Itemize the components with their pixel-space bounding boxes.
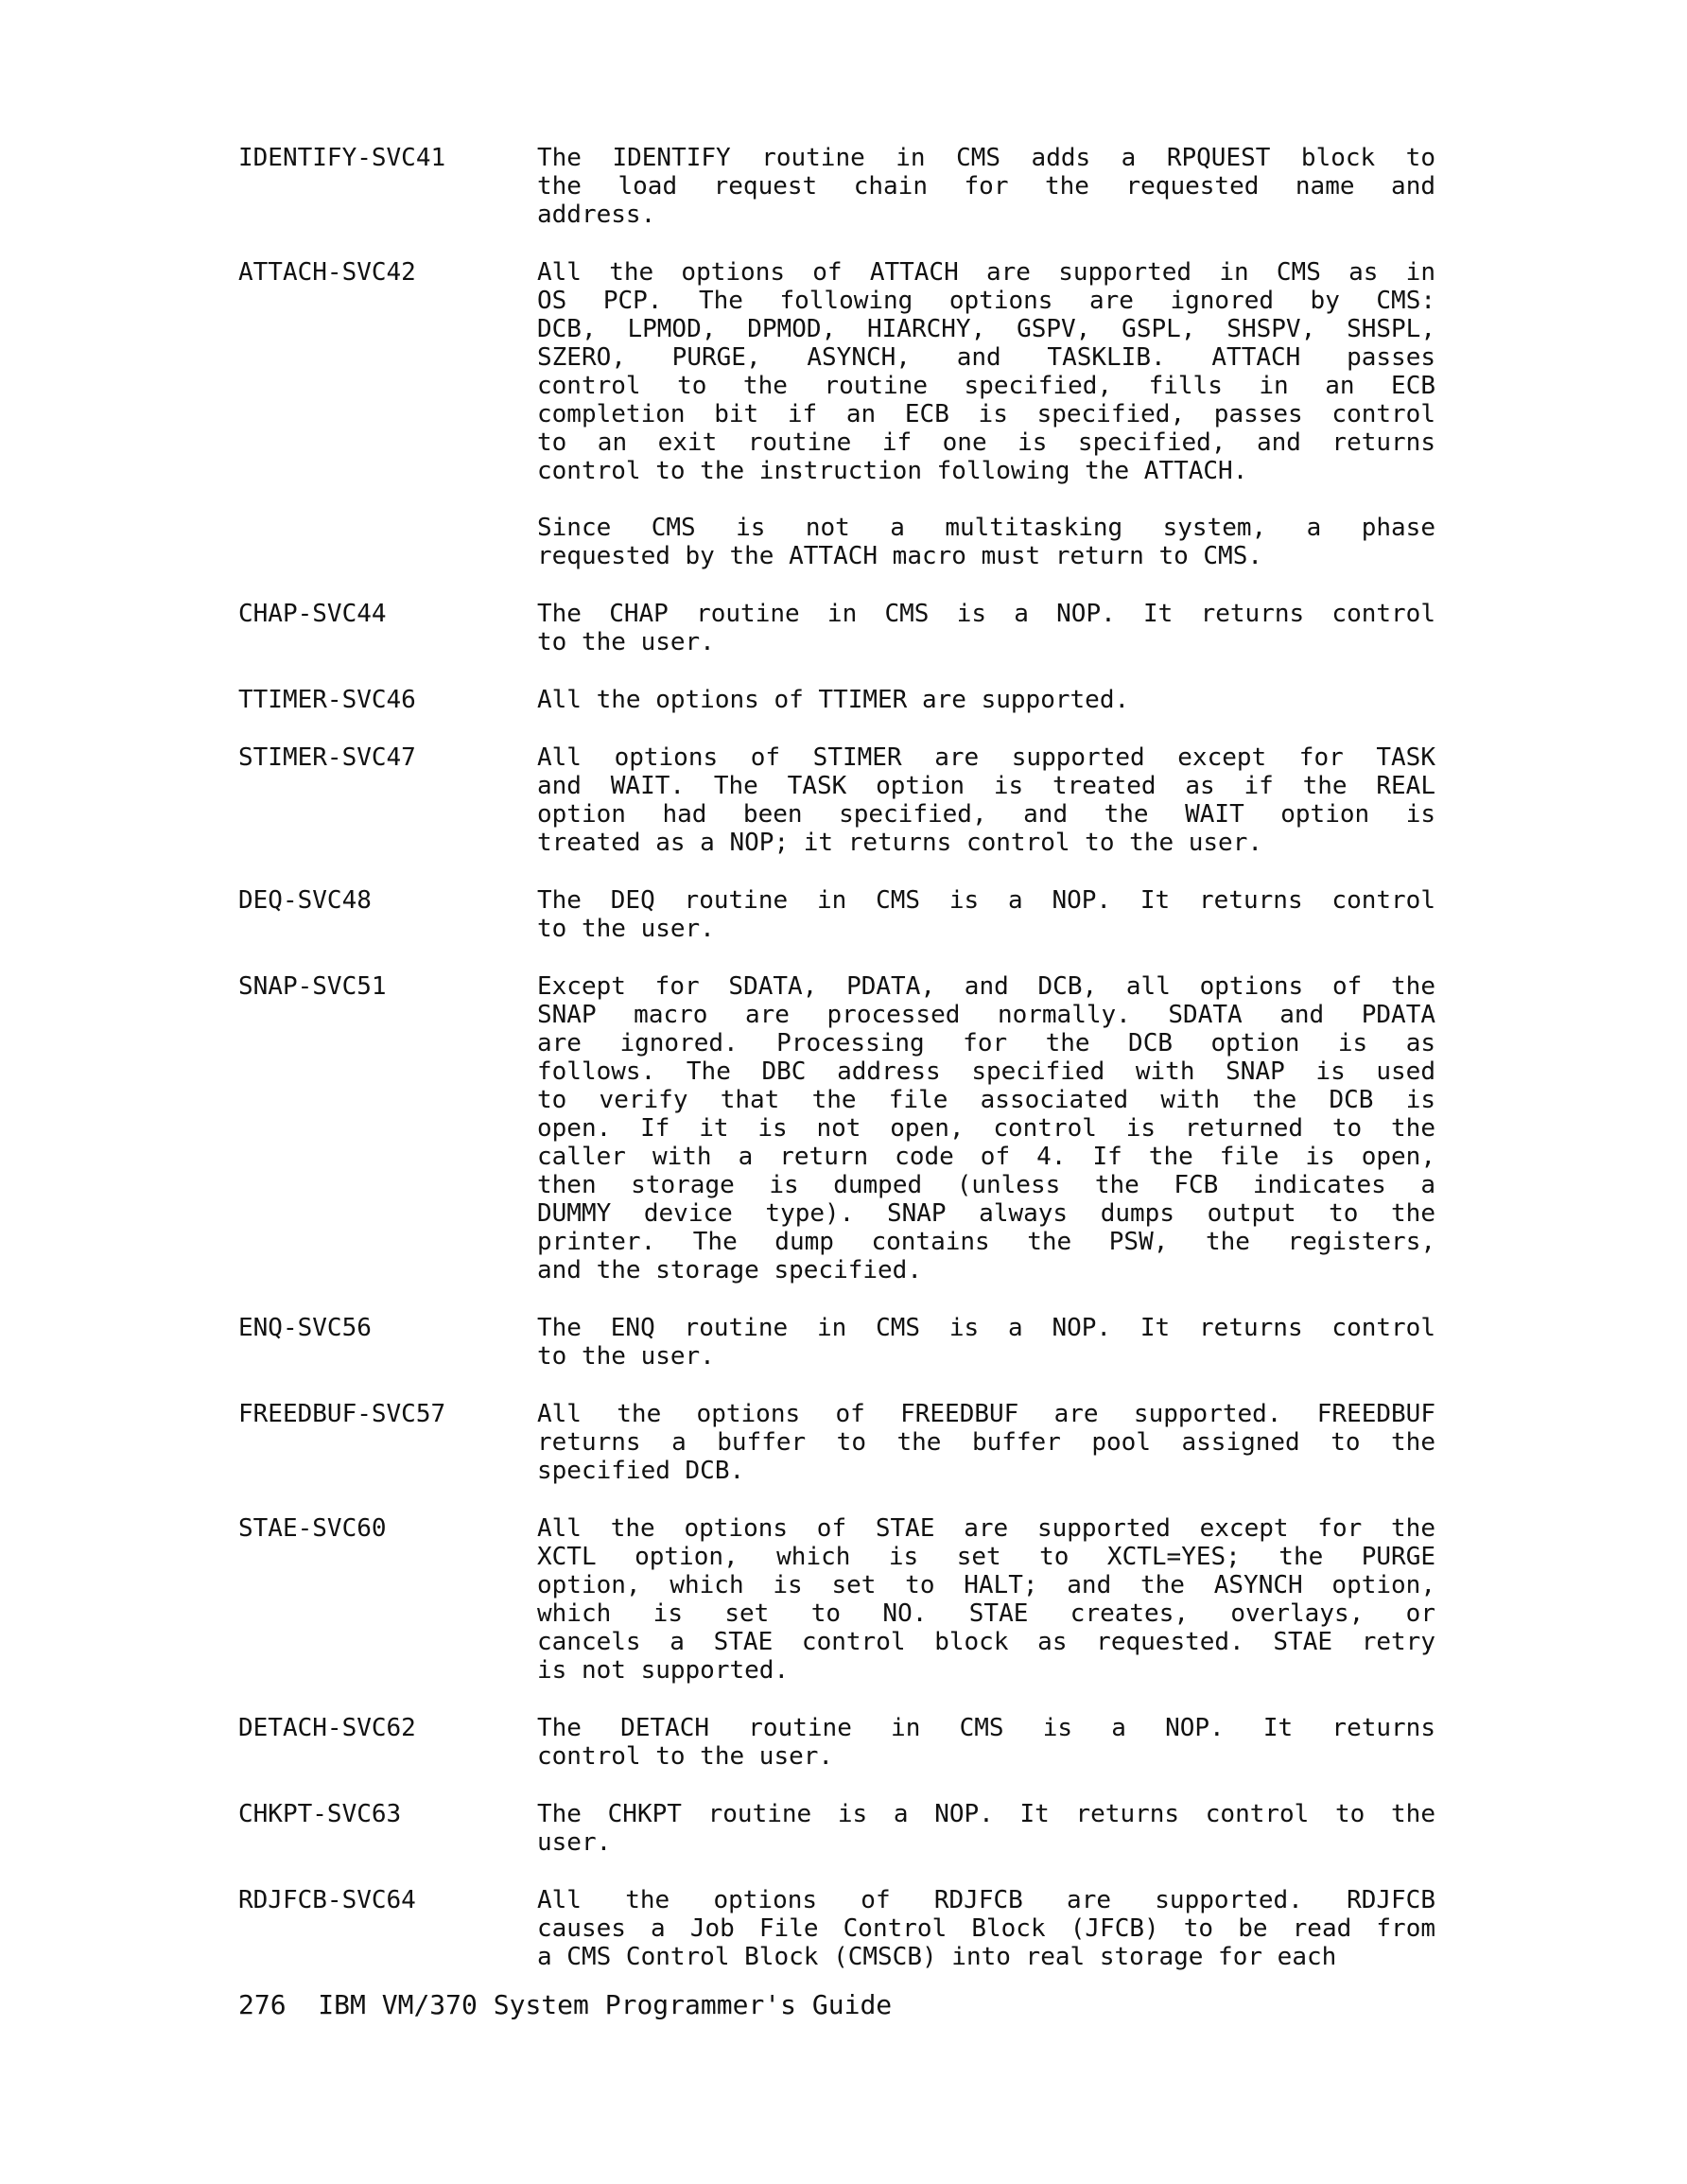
text-line: causes a Job File Control Block (JFCB) to be read from — [537, 1914, 1435, 1943]
svc-entry-description — [537, 1314, 1435, 1371]
text-line: The DETACH routine in CMS is a NOP. It returns — [537, 1714, 1435, 1742]
svc-entry-label: IDENTIFY-SVC41 — [238, 144, 446, 172]
svc-entry-label: STAE-SVC60 — [238, 1514, 387, 1543]
text-line: then storage is dumped (unless the FCB indicates a — [537, 1171, 1435, 1199]
text-line: The ENQ routine in CMS is a NOP. It returns control — [537, 1314, 1435, 1342]
text-line: user. — [537, 1828, 612, 1857]
text-line: follows. The DBC address specified with SNAP is used — [537, 1057, 1435, 1086]
svc-entry-label: STIMER-SVC47 — [238, 743, 416, 772]
text-line: to the user. — [537, 1342, 715, 1371]
description-paragraph — [537, 972, 1435, 1284]
svc-entry-description — [537, 1800, 1435, 1857]
text-line: to an exit routine if one is specified, and returns — [537, 428, 1435, 457]
description-paragraph — [537, 743, 1435, 857]
svc-entry-description — [537, 1886, 1435, 1971]
text-line: returns a buffer to the buffer pool assigned to the — [537, 1428, 1435, 1457]
text-line: cancels a STAE control block as requested. STAE retry — [537, 1628, 1435, 1656]
text-line: specified DCB. — [537, 1457, 745, 1485]
text-line: a CMS Control Block (CMSCB) into real storage for each — [537, 1943, 1337, 1971]
text-line: All the options of RDJFCB are supported. RDJFCB — [537, 1886, 1435, 1914]
text-line: control to the routine specified, fills in an ECB — [537, 372, 1435, 400]
text-line: open. If it is not open, control is returned to the — [537, 1114, 1435, 1143]
svc-entry-description — [537, 1400, 1435, 1485]
description-paragraph — [537, 258, 1435, 485]
text-line: All the options of TTIMER are supported. — [537, 686, 1130, 714]
text-line: SNAP macro are processed normally. SDATA and PDATA — [537, 1001, 1435, 1029]
svc-entry-description — [537, 258, 1435, 570]
svc-entry-label: RDJFCB-SVC64 — [238, 1886, 416, 1914]
text-line: DCB, LPMOD, DPMOD, HIARCHY, GSPV, GSPL, SHSPV, SHSPL, — [537, 315, 1435, 343]
description-paragraph — [537, 1886, 1435, 1971]
description-paragraph — [537, 1514, 1435, 1685]
text-line: option had been specified, and the WAIT option is — [537, 800, 1435, 829]
text-line: All the options of STAE are supported except for the — [537, 1514, 1435, 1543]
text-line: DUMMY device type). SNAP always dumps output to the — [537, 1199, 1435, 1228]
svc-entry-label: TTIMER-SVC46 — [238, 686, 416, 714]
description-paragraph — [537, 1314, 1435, 1371]
svc-entry-description — [537, 600, 1435, 656]
svc-entry-description — [537, 144, 1435, 229]
text-line: All the options of FREEDBUF are supported. FREEDBUF — [537, 1400, 1435, 1428]
text-line: XCTL option, which is set to XCTL=YES; the PURGE — [537, 1543, 1435, 1571]
page-number: 276 — [238, 1989, 287, 2020]
text-line: completion bit if an ECB is specified, passes control — [537, 400, 1435, 428]
description-paragraph — [537, 1400, 1435, 1485]
text-line: Except for SDATA, PDATA, and DCB, all options of the — [537, 972, 1435, 1001]
text-line: control to the user. — [537, 1742, 834, 1771]
text-line: printer. The dump contains the PSW, the registers, — [537, 1228, 1435, 1256]
svc-entry-description — [537, 743, 1435, 857]
description-paragraph — [537, 144, 1435, 229]
svc-entry-description — [537, 886, 1435, 943]
text-line: to the user. — [537, 628, 715, 656]
text-line: address. — [537, 201, 656, 229]
text-line: is not supported. — [537, 1656, 790, 1685]
text-line: SZERO, PURGE, ASYNCH, and TASKLIB. ATTACH passes — [537, 343, 1435, 372]
svc-entry-label: FREEDBUF-SVC57 — [238, 1400, 446, 1428]
svc-entry-label: ENQ-SVC56 — [238, 1314, 372, 1342]
description-paragraph — [537, 514, 1435, 570]
svc-entry-label: CHKPT-SVC63 — [238, 1800, 402, 1828]
text-line: which is set to NO. STAE creates, overlays, or — [537, 1599, 1435, 1628]
svc-entry-label: DEQ-SVC48 — [238, 886, 372, 915]
text-line: to verify that the file associated with the DCB is — [537, 1086, 1435, 1114]
description-paragraph — [537, 1800, 1435, 1857]
svc-entry-label: DETACH-SVC62 — [238, 1714, 416, 1742]
text-line: control to the instruction following the ATTACH. — [537, 457, 1248, 485]
text-line: The CHAP routine in CMS is a NOP. It returns control — [537, 600, 1435, 628]
text-line: caller with a return code of 4. If the file is open, — [537, 1143, 1435, 1171]
svc-entry-description — [537, 686, 1435, 714]
description-paragraph — [537, 886, 1435, 943]
svc-entry-description — [537, 1514, 1435, 1685]
text-line: The CHKPT routine is a NOP. It returns control to the — [537, 1800, 1435, 1828]
svc-entry-description — [537, 972, 1435, 1284]
text-line: Since CMS is not a multitasking system, a phase — [537, 514, 1435, 542]
text-line: and the storage specified. — [537, 1256, 922, 1284]
text-line: requested by the ATTACH macro must return to CMS. — [537, 542, 1263, 570]
text-line: the load request chain for the requested name and — [537, 172, 1435, 201]
text-line: OS PCP. The following options are ignored by CMS: — [537, 287, 1435, 315]
text-line: to the user. — [537, 915, 715, 943]
text-line: All the options of ATTACH are supported in CMS as in — [537, 258, 1435, 287]
page-footer — [238, 1990, 892, 2020]
text-line: All options of STIMER are supported except for TASK — [537, 743, 1435, 772]
description-paragraph — [537, 600, 1435, 656]
text-line: The IDENTIFY routine in CMS adds a RPQUEST block to — [537, 144, 1435, 172]
svc-entry-label: ATTACH-SVC42 — [238, 258, 416, 287]
text-line: option, which is set to HALT; and the ASYNCH option, — [537, 1571, 1435, 1599]
text-line: The DEQ routine in CMS is a NOP. It returns control — [537, 886, 1435, 915]
text-line: treated as a NOP; it returns control to the user. — [537, 829, 1263, 857]
book-title: IBM VM/370 System Programmer's Guide — [318, 1989, 893, 2020]
svc-entry-label: SNAP-SVC51 — [238, 972, 387, 1001]
description-paragraph — [537, 686, 1435, 714]
description-paragraph — [537, 1714, 1435, 1771]
text-line: are ignored. Processing for the DCB option is as — [537, 1029, 1435, 1057]
svc-entry-label: CHAP-SVC44 — [238, 600, 387, 628]
text-line: and WAIT. The TASK option is treated as if the REAL — [537, 772, 1435, 800]
svc-entry-description — [537, 1714, 1435, 1771]
